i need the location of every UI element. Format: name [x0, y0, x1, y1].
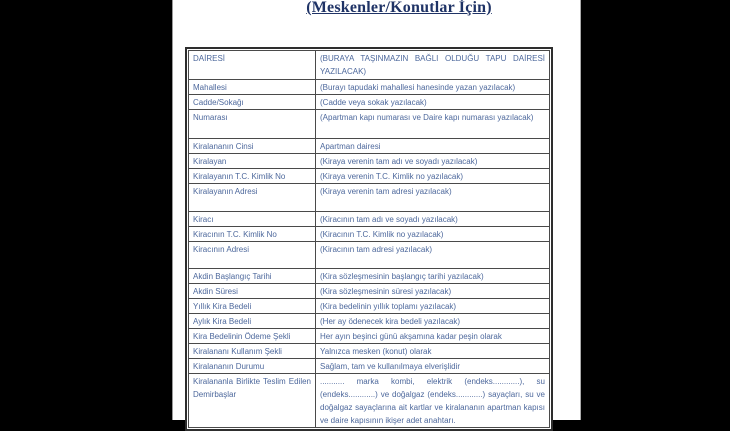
field-label-cell: Kiralananın Cinsi — [189, 139, 316, 154]
field-value-cell: Apartman dairesi — [316, 139, 550, 154]
field-label-cell: Mahallesi — [189, 80, 316, 95]
table-row — [189, 184, 550, 212]
field-label-cell: Kiracının Adresi — [189, 242, 316, 269]
field-label-cell: Kiralananın Durumu — [189, 359, 316, 374]
field-value-cell: (Apartman kapı numarası ve Daire kapı numarası yazılacak) — [316, 110, 550, 139]
field-label-cell: Kiracı — [189, 212, 316, 227]
field-value-cell: Her ayın beşinci günü akşamına kadar peşin olarak — [316, 329, 550, 344]
field-value-cell: (Kiracının tam adı ve soyadı yazılacak) — [316, 212, 550, 227]
field-label-cell: Kira Bedelinin Ödeme Şekli — [189, 329, 316, 344]
field-value-cell: Yalnızca mesken (konut) olarak — [316, 344, 550, 359]
table-row — [189, 212, 550, 227]
field-value-cell: ........... marka kombi, elektrik (endeks............), su (endeks............) ve doğalgaz (endeks............) sayaçları, su ve doğalgaz sayaçlarına ait kartlar ve kiralananın apartman kapısı ve daire kapısının ikişer adet anahtarı. — [316, 374, 550, 428]
table-row — [189, 374, 550, 428]
field-label-cell: Yıllık Kira Bedeli — [189, 299, 316, 314]
field-value-cell: (Her ay ödenecek kira bedeli yazılacak) — [316, 314, 550, 329]
table-row — [189, 154, 550, 169]
field-label-cell: Kiralananı Kullanım Şekli — [189, 344, 316, 359]
field-value-cell: (Kiraya verenin tam adresi yazılacak) — [316, 184, 550, 212]
field-label-cell: Cadde/Sokağı — [189, 95, 316, 110]
document-title: (Meskenler/Konutlar İçin) — [306, 0, 492, 16]
field-value-cell: (Kira sözleşmesinin süresi yazılacak) — [316, 284, 550, 299]
table-row — [189, 284, 550, 299]
field-label-cell: Kiralayan — [189, 154, 316, 169]
lease-info-table-wrapper — [185, 47, 553, 431]
table-row — [189, 329, 550, 344]
field-label-cell: Kiralayanın Adresi — [189, 184, 316, 212]
field-value-cell: (Kiracının tam adresi yazılacak) — [316, 242, 550, 269]
table-row — [189, 242, 550, 269]
table-row — [189, 344, 550, 359]
table-row — [189, 227, 550, 242]
table-row — [189, 269, 550, 284]
table-row — [189, 359, 550, 374]
field-value-cell: (Kiraya verenin T.C. Kimlik no yazılacak) — [316, 169, 550, 184]
table-row — [189, 80, 550, 95]
lease-info-table-body — [189, 51, 550, 428]
table-row — [189, 51, 550, 80]
field-value-cell: (Kiraya verenin tam adı ve soyadı yazılacak) — [316, 154, 550, 169]
field-label-cell: Numarası — [189, 110, 316, 139]
document-page — [172, 0, 581, 425]
field-value-cell: (Burayı tapudaki mahallesi hanesinde yazan yazılacak) — [316, 80, 550, 95]
field-label-cell: Aylık Kira Bedeli — [189, 314, 316, 329]
field-label-cell: Akdin Başlangıç Tarihi — [189, 269, 316, 284]
field-label-cell: Kiralayanın T.C. Kimlik No — [189, 169, 316, 184]
table-row — [189, 169, 550, 184]
table-row — [189, 95, 550, 110]
field-value-cell: (BURAYA TAŞINMAZIN BAĞLI OLDUĞU TAPU DAİRESİ YAZILACAK) — [316, 51, 550, 80]
table-row — [189, 139, 550, 154]
field-value-cell: (Cadde veya sokak yazılacak) — [316, 95, 550, 110]
field-value-cell: (Kiracının T.C. Kimlik no yazılacak) — [316, 227, 550, 242]
field-value-cell: (Kira bedelinin yıllık toplamı yazılacak) — [316, 299, 550, 314]
field-label-cell: Kiralananla Birlikte Teslim Edilen Demirbaşlar — [189, 374, 316, 428]
field-value-cell: (Kira sözleşmesinin başlangıç tarihi yazılacak) — [316, 269, 550, 284]
field-label-cell: Akdin Süresi — [189, 284, 316, 299]
field-label-cell: Kiracının T.C. Kimlik No — [189, 227, 316, 242]
table-row — [189, 314, 550, 329]
field-value-cell: Sağlam, tam ve kullanılmaya elverişlidir — [316, 359, 550, 374]
table-row — [189, 110, 550, 139]
field-label-cell: DAİRESİ — [189, 51, 316, 80]
table-row — [189, 299, 550, 314]
lease-info-table — [188, 50, 550, 428]
